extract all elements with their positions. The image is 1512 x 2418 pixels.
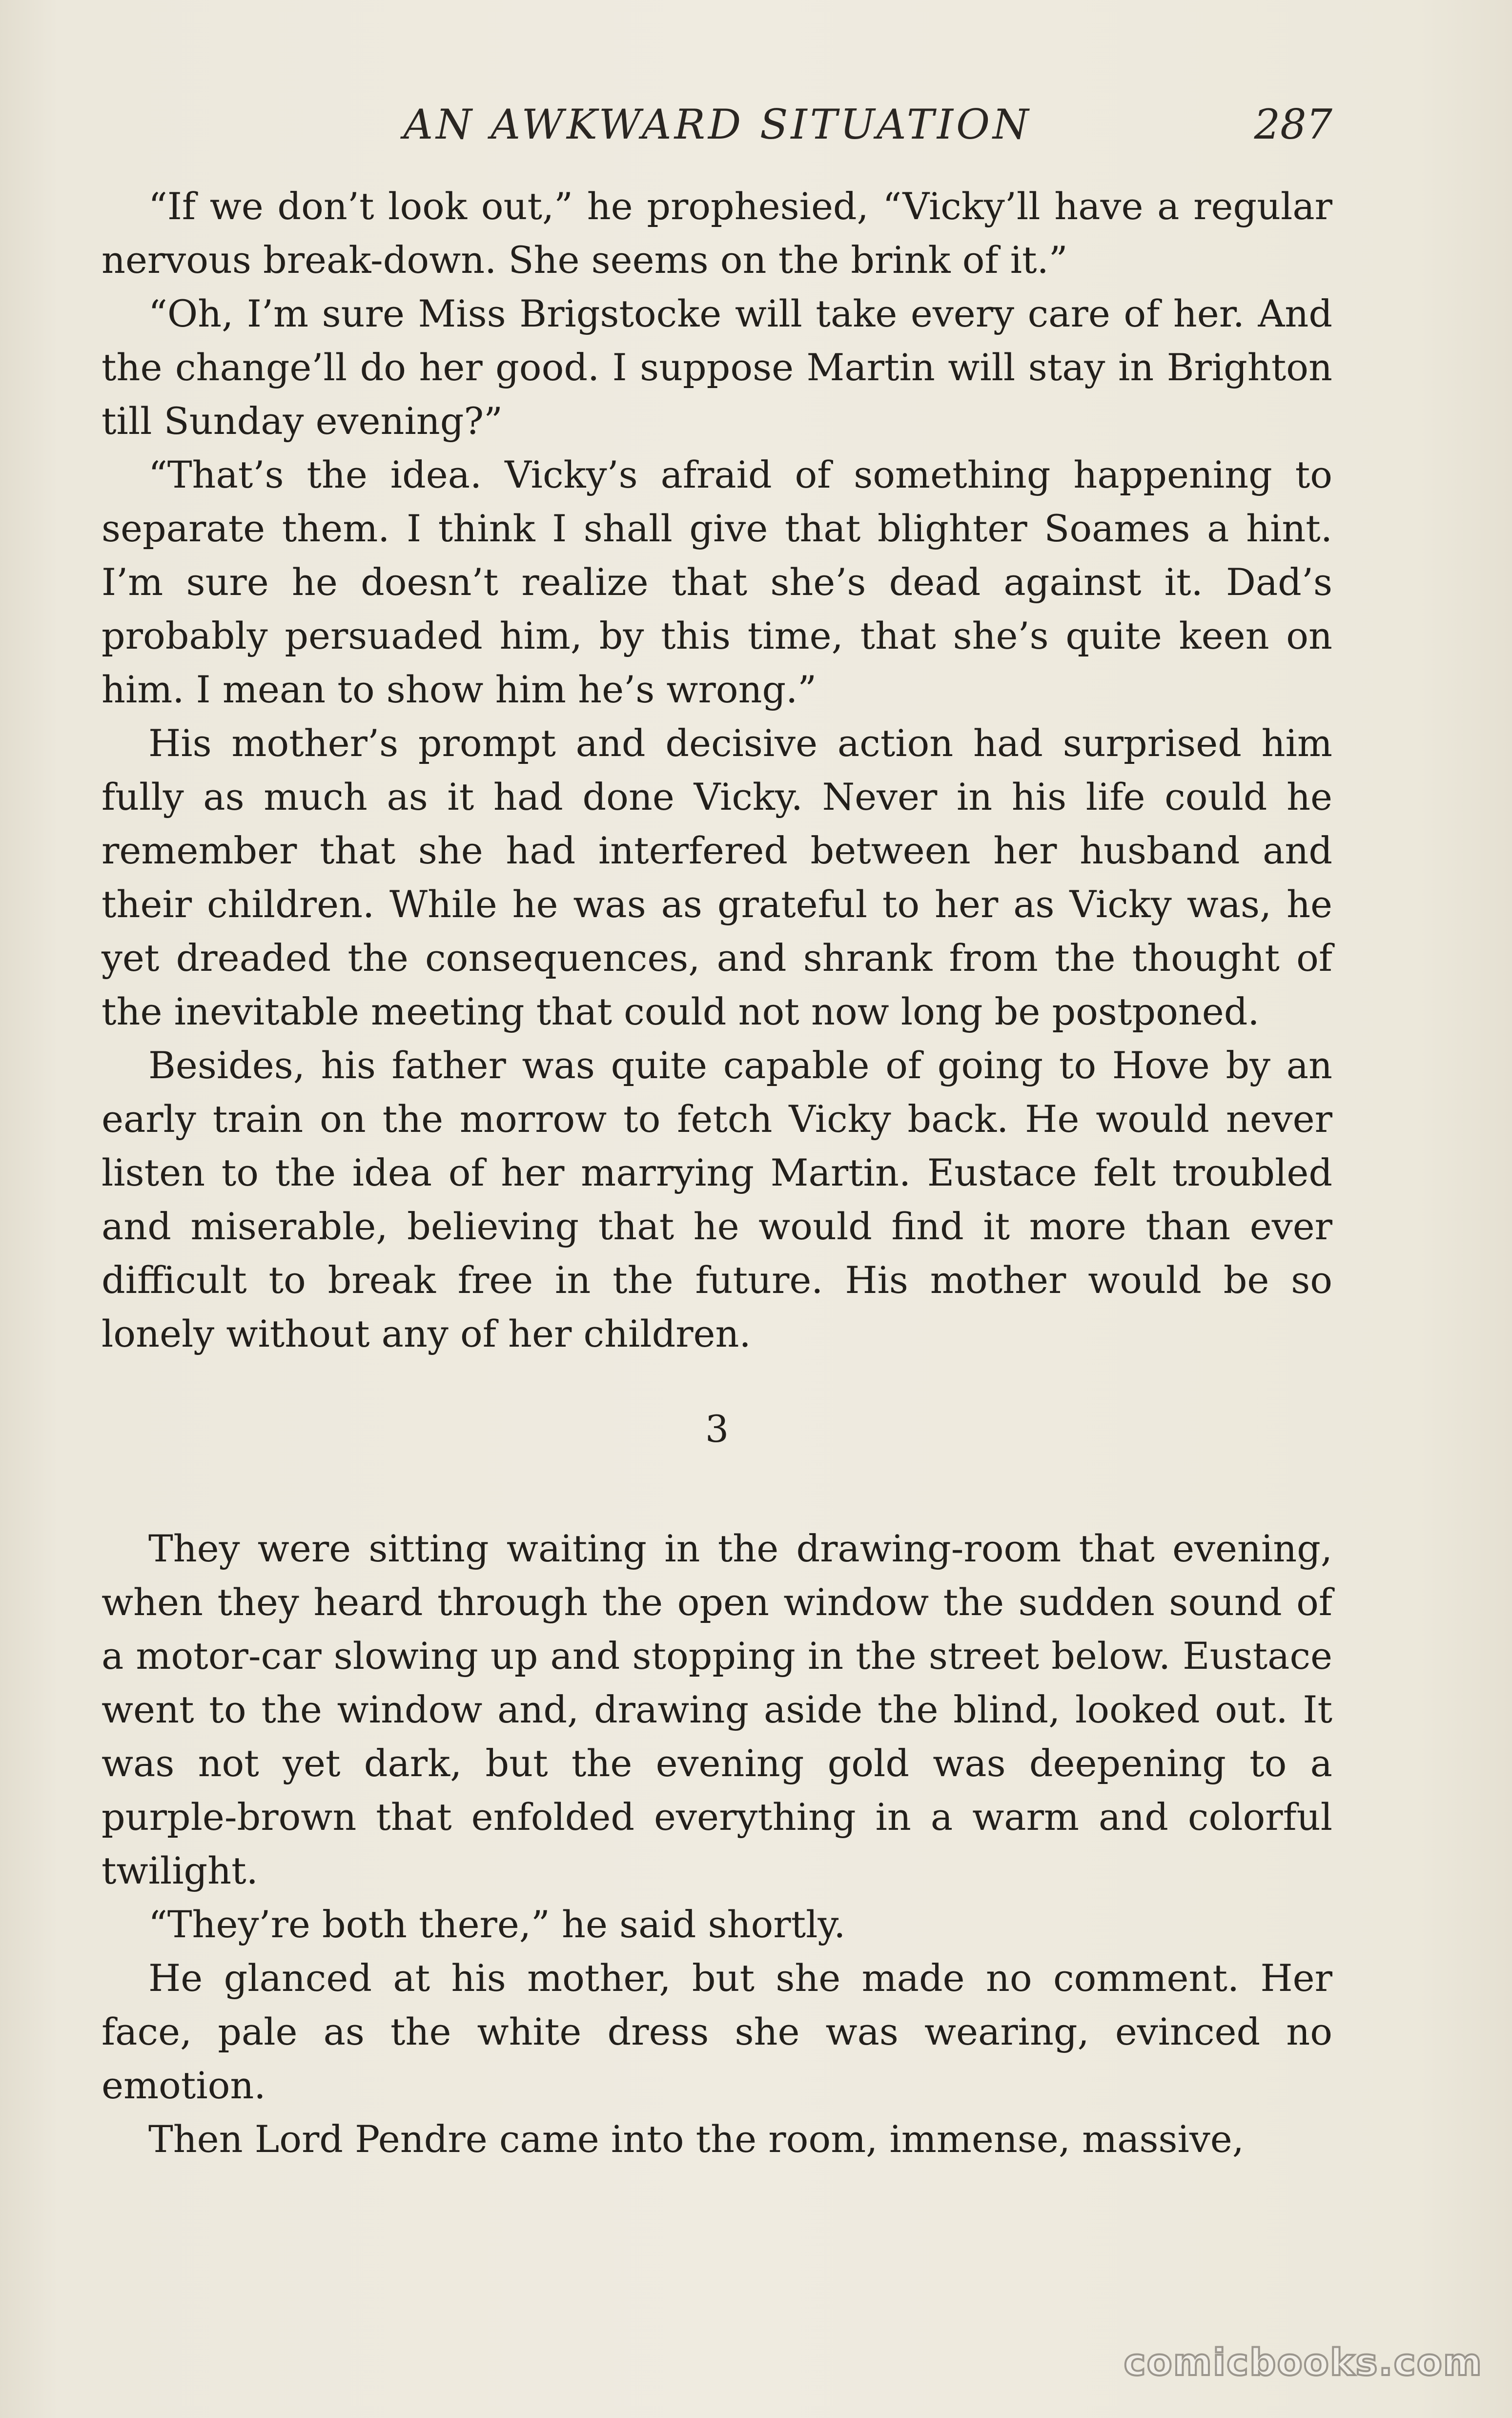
page-header (102, 98, 1332, 151)
paragraph-3: “That’s the idea. Vicky’s afraid of something happening to separate them. I think I shall give that blighter Soames a hint. I’m sure he doesn’t realize that she’s dead against it. Dad’s probably persuaded him, by this time, that she’s quite keen on him. I mean to show him he’s wrong.” (102, 453, 1332, 711)
paragraph-9: Then Lord Pendre came into the room, immense, massive, (148, 2117, 1244, 2161)
paragraph-5: Besides, his father was quite capable of going to Hove by an early train on the morrow to fetch Vicky back. He would never listen to the idea of her marrying Martin. Eustace felt troubled and miserable, believing that he would find it more than ever difficult to break free in the future. His mother would be so lonely without any of her children. (102, 1044, 1332, 1355)
paragraph-4: His mother’s prompt and decisive action had surprised him fully as much as it had done Vicky. Never in his life could he remember that she had interfered between her husband and their children. While he was as grateful to her as Vicky was, he yet dreaded the consequences, and shrank from the thought of the inevitable meeting that could not now long be postponed. (102, 721, 1332, 1033)
section-number: 3 (705, 1407, 729, 1451)
paragraph-7: “They’re both there,” he said shortly. (148, 1903, 846, 1946)
paragraph-2: “Oh, I’m sure Miss Brigstocke will take every care of her. And the change’ll do her good. I suppose Martin will stay in Brighton till Sunday evening?” (102, 292, 1332, 443)
text-body (102, 180, 1332, 2166)
paragraph-6: They were sitting waiting in the drawing-room that evening, when they heard through the open window the sudden sound of a motor-car slowing up and stopping in the street below. Eustace went to the window and, drawing aside the blind, looked out. It was not yet dark, but the evening gold was deepening to a purple-brown that enfolded everything in a warm and colorful twilight. (102, 1527, 1332, 1892)
running-head: AN AWKWARD SITUATION (403, 101, 1032, 148)
paragraph-1: “If we don’t look out,” he prophesied, “Vicky’ll have a regular nervous break-down. She seems on the brink of it.” (102, 184, 1332, 282)
paragraph-8: He glanced at his mother, but she made no comment. Her face, pale as the white dress she was wearing, evinced no emotion. (102, 1956, 1332, 2107)
watermark: comicbooks.com (1124, 2340, 1483, 2384)
page-number: 287 (1254, 101, 1332, 148)
